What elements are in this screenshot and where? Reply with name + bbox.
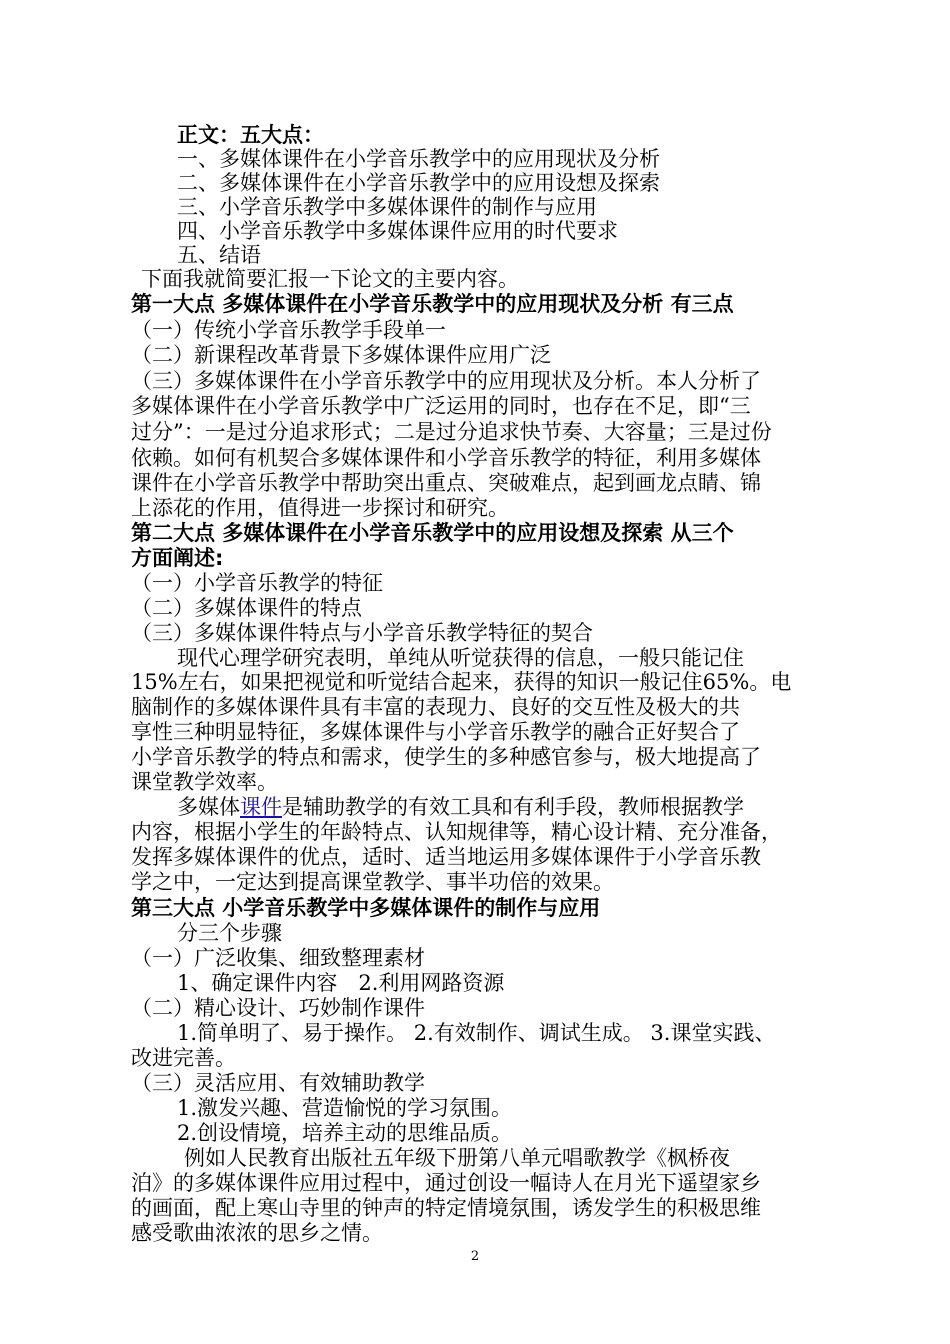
section2-item-3: （三）多媒体课件特点与小学音乐教学特征的契合 bbox=[131, 621, 593, 645]
intro-text: 下面我就简要汇报一下论文的主要内容。 bbox=[141, 267, 519, 291]
courseware-link[interactable]: 课件 bbox=[240, 795, 282, 819]
outline-item-3: 三、小学音乐教学中多媒体课件的制作与应用 bbox=[177, 195, 597, 219]
section3-item-3-sub-2: 2.创设情境，培养主动的思维品质。 bbox=[177, 1121, 513, 1145]
example-line: 例如人民教育出版社五年级下册第八单元唱歌教学《枫桥夜 bbox=[184, 1146, 730, 1170]
outline-item-1: 一、多媒体课件在小学音乐教学中的应用现状及分析 bbox=[177, 147, 660, 171]
section2-para1-line: 享性三种明显特征，多媒体课件与小学音乐教学的融合正好契合了 bbox=[131, 720, 740, 744]
body-heading: 正文：五大点： bbox=[177, 123, 324, 147]
section1-item-2: （二）新课程改革背景下多媒体课件应用广泛 bbox=[131, 343, 551, 367]
section3-item-1: （一）广泛收集、细致整理素材 bbox=[131, 946, 425, 970]
section2-item-1: （一）小学音乐教学的特征 bbox=[131, 571, 383, 595]
section2-title: 第二大点 多媒体课件在小学音乐教学中的应用设想及探索 从三个 bbox=[131, 521, 734, 545]
section3-item-2: （二）精心设计、巧妙制作课件 bbox=[131, 996, 425, 1020]
section2-para1-line: 15%左右，如果把视觉和听觉结合起来，获得的知识一般记住65%。电 bbox=[131, 670, 792, 694]
section2-item-2: （二）多媒体课件的特点 bbox=[131, 596, 362, 620]
section2-para2-line: 学之中，一定达到提高课堂教学、事半功倍的效果。 bbox=[131, 870, 614, 894]
section2-title-cont: 方面阐述: bbox=[131, 546, 224, 570]
section3-title: 第三大点 小学音乐教学中多媒体课件的制作与应用 bbox=[131, 896, 601, 920]
outline-item-5: 五、结语 bbox=[177, 243, 261, 267]
outline-item-2: 二、多媒体课件在小学音乐教学中的应用设想及探索 bbox=[177, 171, 660, 195]
example-line: 感受歌曲浓浓的思乡之情。 bbox=[131, 1221, 383, 1245]
section3-steps: 分三个步骤 bbox=[177, 921, 282, 945]
section3-item-1-sub: 1、确定课件内容 2.利用网路资源 bbox=[177, 971, 505, 995]
para2-prefix: 多媒体 bbox=[177, 795, 240, 819]
para2-suffix: 是辅助教学的有效工具和有利手段，教师根据教学 bbox=[282, 795, 744, 819]
section3-item-2-sub: 1.简单明了、易于操作。 2.有效制作、调试生成。 3.课堂实践、 bbox=[177, 1021, 776, 1045]
section1-para-line: （三）多媒体课件在小学音乐教学中的应用现状及分析。本人分析了 bbox=[131, 369, 761, 393]
section2-para1-line: 课堂教学效率。 bbox=[131, 770, 278, 794]
section1-para-line: 课件在小学音乐教学中帮助突出重点、突破难点，起到画龙点睛、锦 bbox=[131, 471, 761, 495]
section2-para2-line: 内容，根据小学生的年龄特点、认知规律等，精心设计精、充分准备， bbox=[131, 820, 782, 844]
section1-para-line: 依赖。如何有机契合多媒体课件和小学音乐教学的特征，利用多媒体 bbox=[131, 446, 761, 470]
section3-item-3-sub-1: 1.激发兴趣、营造愉悦的学习氛围。 bbox=[177, 1096, 513, 1120]
section2-para2-line: 发挥多媒体课件的优点，适时、适当地运用多媒体课件于小学音乐教 bbox=[131, 845, 761, 869]
example-line: 的画面，配上寒山寺里的钟声的特定情境氛围，诱发学生的积极思维 bbox=[131, 1196, 761, 1220]
page-number: 2 bbox=[470, 1249, 480, 1264]
section2-para1-line: 现代心理学研究表明，单纯从听觉获得的信息，一般只能记住 bbox=[177, 646, 744, 670]
section3-item-2-sub-cont: 改进完善。 bbox=[131, 1046, 236, 1070]
section1-title: 第一大点 多媒体课件在小学音乐教学中的应用现状及分析 有三点 bbox=[131, 292, 734, 316]
section1-para-line: 多媒体课件在小学音乐教学中广泛运用的同时，也存在不足，即“三 bbox=[131, 394, 751, 418]
section2-para1-line: 脑制作的多媒体课件具有丰富的表现力、良好的交互性及极大的共 bbox=[131, 695, 740, 719]
section2-para2-first-line bbox=[177, 795, 744, 819]
outline-item-4: 四、小学音乐教学中多媒体课件应用的时代要求 bbox=[177, 219, 618, 243]
section1-para-line: 过分”：一是过分追求形式；二是过分追求快节奏、大容量；三是过份 bbox=[131, 420, 772, 444]
section2-para1-line: 小学音乐教学的特点和需求，使学生的多种感官参与，极大地提高了 bbox=[131, 745, 761, 769]
section1-item-1: （一）传统小学音乐教学手段单一 bbox=[131, 318, 446, 342]
example-line: 泊》的多媒体课件应用过程中，通过创设一幅诗人在月光下遥望家乡 bbox=[131, 1171, 761, 1195]
section1-para-line: 上添花的作用，值得进一步探讨和研究。 bbox=[131, 496, 509, 520]
section3-item-3: （三）灵活应用、有效辅助教学 bbox=[131, 1071, 425, 1095]
